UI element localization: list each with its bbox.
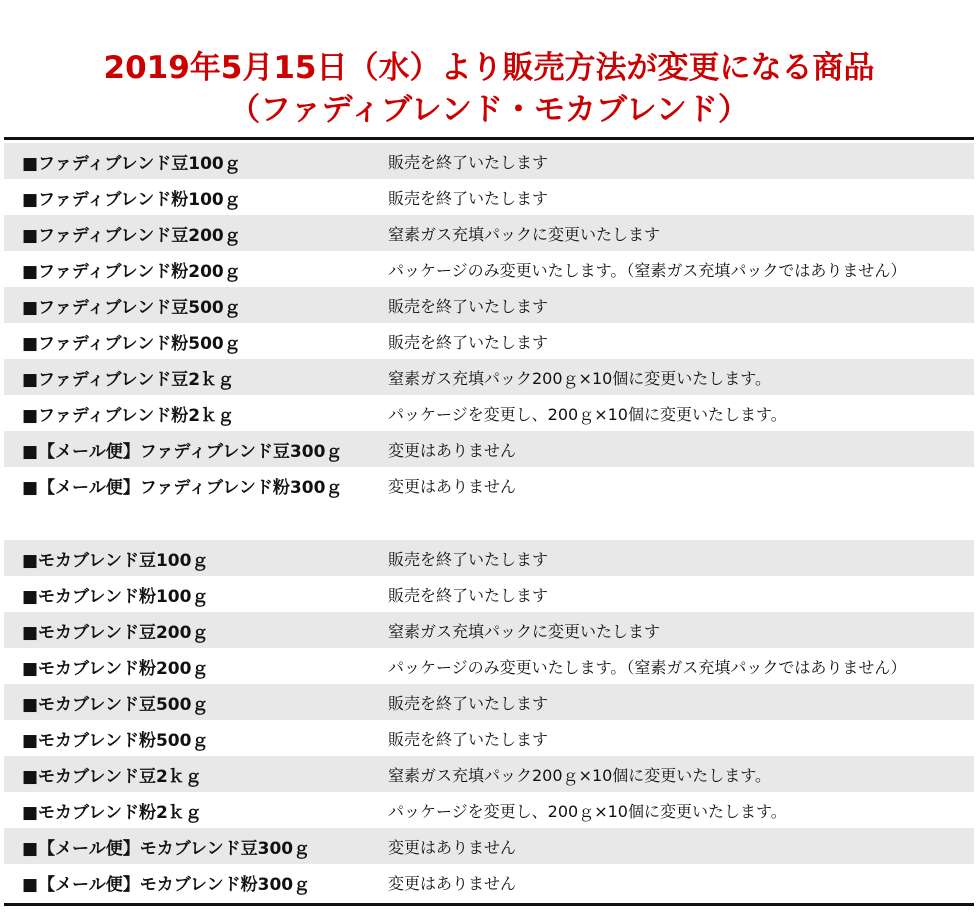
product-name: ■【メール便】ファディブレンド粉300ｇ bbox=[22, 477, 343, 498]
change-note: パッケージのみ変更いたします。（窒素ガス充填パックではありません） bbox=[388, 657, 907, 677]
product-name: ■モカブレンド粉200ｇ bbox=[22, 658, 209, 679]
product-row bbox=[4, 648, 974, 684]
product-name: ■モカブレンド豆100ｇ bbox=[22, 550, 209, 571]
change-note: 販売を終了いたします bbox=[388, 152, 549, 172]
change-note: 販売を終了いたします bbox=[388, 693, 549, 713]
product-name: ■ファディブレンド豆500ｇ bbox=[22, 297, 241, 318]
product-row bbox=[4, 179, 974, 215]
page-title bbox=[0, 47, 978, 131]
change-note: 窒素ガス充填パック200ｇ×10個に変更いたします。 bbox=[388, 765, 772, 785]
product-name: ■モカブレンド豆500ｇ bbox=[22, 694, 209, 715]
change-note: 変更はありません bbox=[388, 837, 517, 857]
change-note: 販売を終了いたします bbox=[388, 188, 549, 208]
product-row bbox=[4, 828, 974, 864]
product-row bbox=[4, 720, 974, 756]
product-row bbox=[4, 323, 974, 359]
product-row bbox=[4, 431, 974, 467]
top-divider bbox=[4, 137, 974, 140]
change-note: 窒素ガス充填パック200ｇ×10個に変更いたします。 bbox=[388, 368, 772, 388]
product-row bbox=[4, 359, 974, 395]
change-note: 販売を終了いたします bbox=[388, 729, 549, 749]
product-name: ■モカブレンド豆2ｋｇ bbox=[22, 766, 202, 787]
product-row bbox=[4, 467, 974, 503]
title-line-1: 2019年5月15日（水）より販売方法が変更になる商品 bbox=[103, 49, 875, 86]
change-note: 販売を終了いたします bbox=[388, 332, 549, 352]
product-name: ■ファディブレンド豆100ｇ bbox=[22, 153, 241, 174]
product-name: ■ファディブレンド粉100ｇ bbox=[22, 189, 241, 210]
product-row bbox=[4, 792, 974, 828]
change-note: パッケージのみ変更いたします。（窒素ガス充填パックではありません） bbox=[388, 260, 907, 280]
product-row bbox=[4, 395, 974, 431]
product-row bbox=[4, 576, 974, 612]
change-note: 窒素ガス充填パックに変更いたします bbox=[388, 224, 661, 244]
product-name: ■ファディブレンド豆2ｋｇ bbox=[22, 369, 235, 390]
product-row bbox=[4, 540, 974, 576]
change-note: 販売を終了いたします bbox=[388, 585, 549, 605]
change-note: 変更はありません bbox=[388, 440, 517, 460]
change-note: パッケージを変更し、200ｇ×10個に変更いたします。 bbox=[388, 801, 787, 821]
fadi-blend-section bbox=[4, 143, 974, 503]
product-row bbox=[4, 143, 974, 179]
change-note: 変更はありません bbox=[388, 873, 517, 893]
product-name: ■ファディブレンド豆200ｇ bbox=[22, 225, 241, 246]
product-name: ■モカブレンド粉500ｇ bbox=[22, 730, 209, 751]
bottom-divider bbox=[4, 903, 974, 906]
change-note: 窒素ガス充填パックに変更いたします bbox=[388, 621, 661, 641]
product-name: ■【メール便】モカブレンド粉300ｇ bbox=[22, 874, 311, 895]
change-note: 販売を終了いたします bbox=[388, 296, 549, 316]
title-line-2: （ファディブレンド・モカブレンド） bbox=[229, 91, 749, 128]
change-note: パッケージを変更し、200ｇ×10個に変更いたします。 bbox=[388, 404, 787, 424]
product-row bbox=[4, 612, 974, 648]
product-row bbox=[4, 287, 974, 323]
product-name: ■モカブレンド粉100ｇ bbox=[22, 586, 209, 607]
product-name: ■ファディブレンド粉500ｇ bbox=[22, 333, 241, 354]
change-note: 販売を終了いたします bbox=[388, 549, 549, 569]
mocha-blend-section bbox=[4, 540, 974, 900]
product-row bbox=[4, 756, 974, 792]
product-name: ■ファディブレンド粉200ｇ bbox=[22, 261, 241, 282]
product-name: ■ファディブレンド粉2ｋｇ bbox=[22, 405, 235, 426]
product-name: ■【メール便】ファディブレンド豆300ｇ bbox=[22, 441, 343, 462]
product-name: ■モカブレンド粉2ｋｇ bbox=[22, 802, 202, 823]
change-note: 変更はありません bbox=[388, 476, 517, 496]
product-name: ■【メール便】モカブレンド豆300ｇ bbox=[22, 838, 311, 859]
product-row bbox=[4, 684, 974, 720]
product-row bbox=[4, 864, 974, 900]
product-name: ■モカブレンド豆200ｇ bbox=[22, 622, 209, 643]
product-row bbox=[4, 215, 974, 251]
product-row bbox=[4, 251, 974, 287]
